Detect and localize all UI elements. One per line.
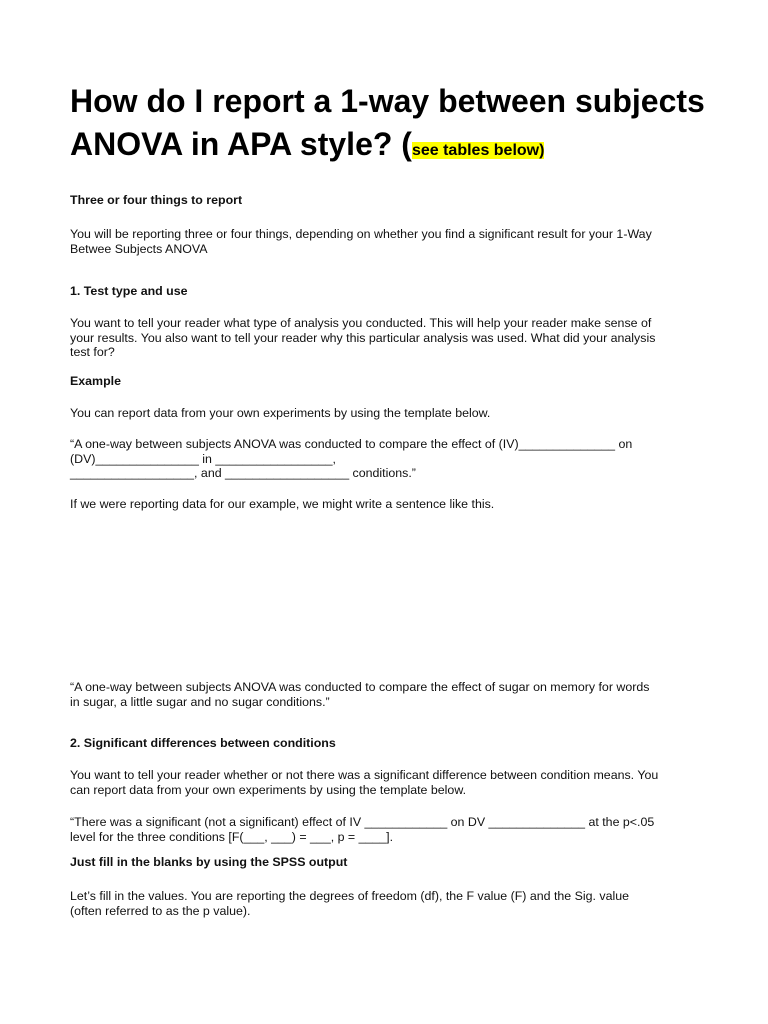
significance-heading: 2. Significant differences between conditions — [70, 736, 336, 750]
title-highlight: see tables below) — [411, 142, 545, 159]
template-paragraph: “A one-way between subjects ANOVA was conducted to compare the effect of (IV)______________ on (DV)_______________ in _________________, __________________, and __________________ conditions.” — [70, 437, 633, 481]
title-main: How do I report a 1-way between subjects ANOVA in APA style? ( — [70, 83, 705, 162]
significance-paragraph: You want to tell your reader whether or not there was a significant difference between condition means. You can report data from your own experiments by using the template below. — [70, 768, 659, 797]
our-example-paragraph: If we were reporting data for our example, we might write a sentence like this. — [70, 497, 495, 511]
fill-values-paragraph: Let’s fill in the values. You are reporting the degrees of freedom (df), the F value (F) and the Sig. value (often referred to as the p value). — [70, 889, 630, 918]
three-four-heading: Three or four things to report — [70, 193, 243, 207]
example-heading: Example — [70, 374, 121, 388]
sugar-example-quote: “A one-way between subjects ANOVA was conducted to compare the effect of sugar on memory for words in sugar, a little sugar and no sugar conditions.” — [70, 680, 650, 709]
test-type-heading: 1. Test type and use — [70, 284, 188, 298]
significance-template: “There was a significant (not a significant) effect of IV ____________ on DV ______________ at the p<.05 level for the three conditions [F(___, ___) = ___, p = ____]. — [70, 815, 655, 844]
test-type-paragraph: You want to tell your reader what type of analysis you conducted. This will help your reader make sense of your results. You also want to tell your reader why this particular analysis was used. What did your analysis test for? — [70, 316, 656, 360]
fill-blanks-heading: Just fill in the blanks by using the SPSS output — [70, 855, 348, 869]
page-title — [70, 80, 710, 166]
example-paragraph: You can report data from your own experiments by using the template below. — [70, 406, 491, 420]
intro-paragraph: You will be reporting three or four things, depending on whether you find a significant result for your 1-Way Betwee Subjects ANOVA — [70, 227, 652, 256]
